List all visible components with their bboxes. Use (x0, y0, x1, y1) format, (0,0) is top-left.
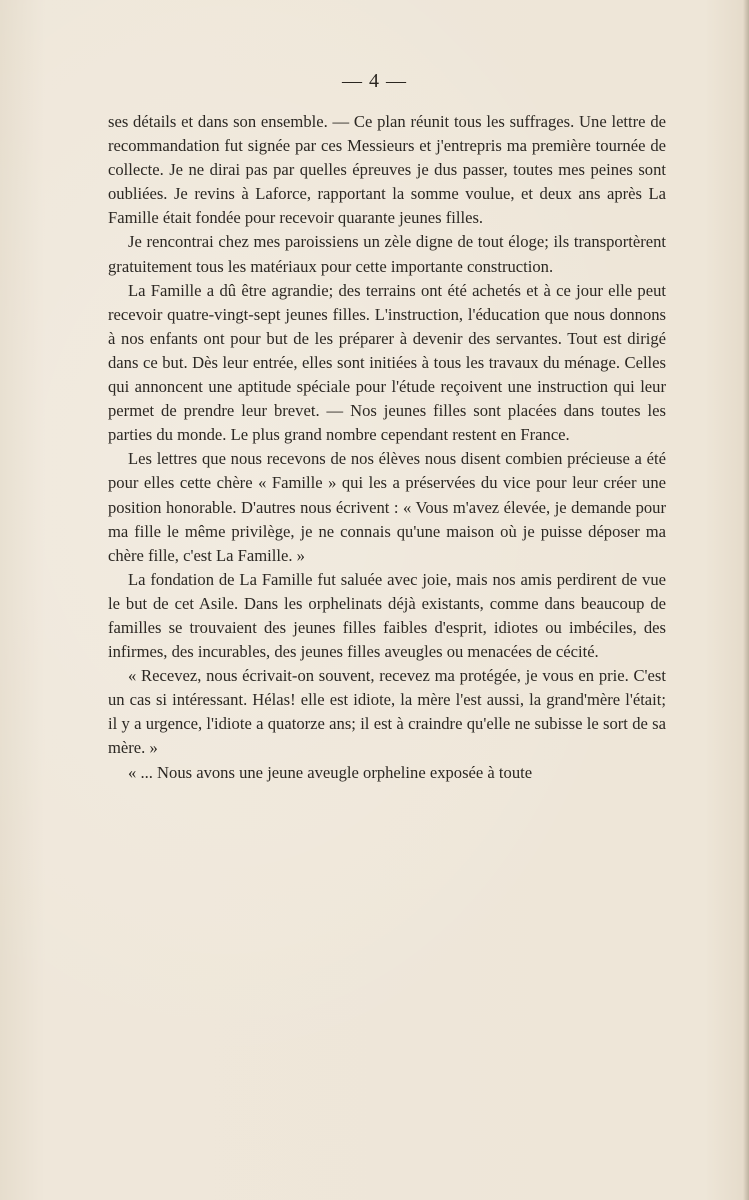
body-text (108, 110, 666, 785)
page-edge-shadow (743, 0, 749, 1200)
page-number: — 4 — (342, 70, 407, 92)
paragraph: « Recevez, nous écrivait-on souvent, recevez ma protégée, je vous en prie. C'est un cas si intéressant. Hélas! elle est idiote, la mère l'est aussi, la grand'mère l'était; il y a urgence, l'idiote a quatorze ans; il est à craindre qu'elle ne subisse le sort de sa mère. » (108, 666, 666, 758)
paragraph: Les lettres que nous recevons de nos élèves nous disent combien précieuse a été pour elles cette chère « Famille » qui les a préservées du vice pour leur créer une position honorable. D'autres nous écrivent : « Vous m'avez élevée, je demande pour ma fille le même privilège, je ne connais qu'une maison où je puisse déposer ma chère fille, c'est La Famille. » (108, 449, 666, 565)
paragraph: Je rencontrai chez mes paroissiens un zèle digne de tout éloge; ils transportèrent gratuitement tous les matériaux pour cette importante construction. (108, 232, 666, 276)
paragraph: « ... Nous avons une jeune aveugle orpheline exposée à toute (128, 762, 533, 782)
paragraph: La fondation de La Famille fut saluée avec joie, mais nos amis perdirent de vue le but de cet Asile. Dans les orphelinats déjà existants, comme dans beaucoup de familles se trouvaient des jeunes filles faibles d'esprit, idiotes ou imbéciles, des infirmes, des incurables, des jeunes filles aveugles ou menacées de cécité. (108, 569, 666, 662)
paragraph: La Famille a dû être agrandie; des terrains ont été achetés et à ce jour elle peut recevoir quatre-vingt-sept jeunes filles. L'instruction, l'éducation que nous donnons à nos enfants ont pour but de les préparer à devenir des servantes. Tout est dirigé dans ce but. Dès leur entrée, elles sont initiées à tous les travaux du ménage. Celles qui annoncent une aptitude spéciale pour l'étude reçoivent une instruction qui leur permet de prendre leur brevet. — Nos jeunes filles sont placées dans toutes les parties du monde. Le plus grand nombre cependant restent en France. (108, 280, 666, 445)
paragraph: ses détails et dans son ensemble. — Ce plan réunit tous les suffrages. Une lettre de recommandation fut signée par ces Messieurs et j'entrepris ma première tournée de collecte. Je ne dirai pas par quelles épreuves je dus passer, toutes mes peines sont oubliées. Je revins à Laforce, rapportant la somme voulue, et deux ans après La Famille était fondée pour recevoir quarante jeunes filles. (108, 112, 666, 228)
